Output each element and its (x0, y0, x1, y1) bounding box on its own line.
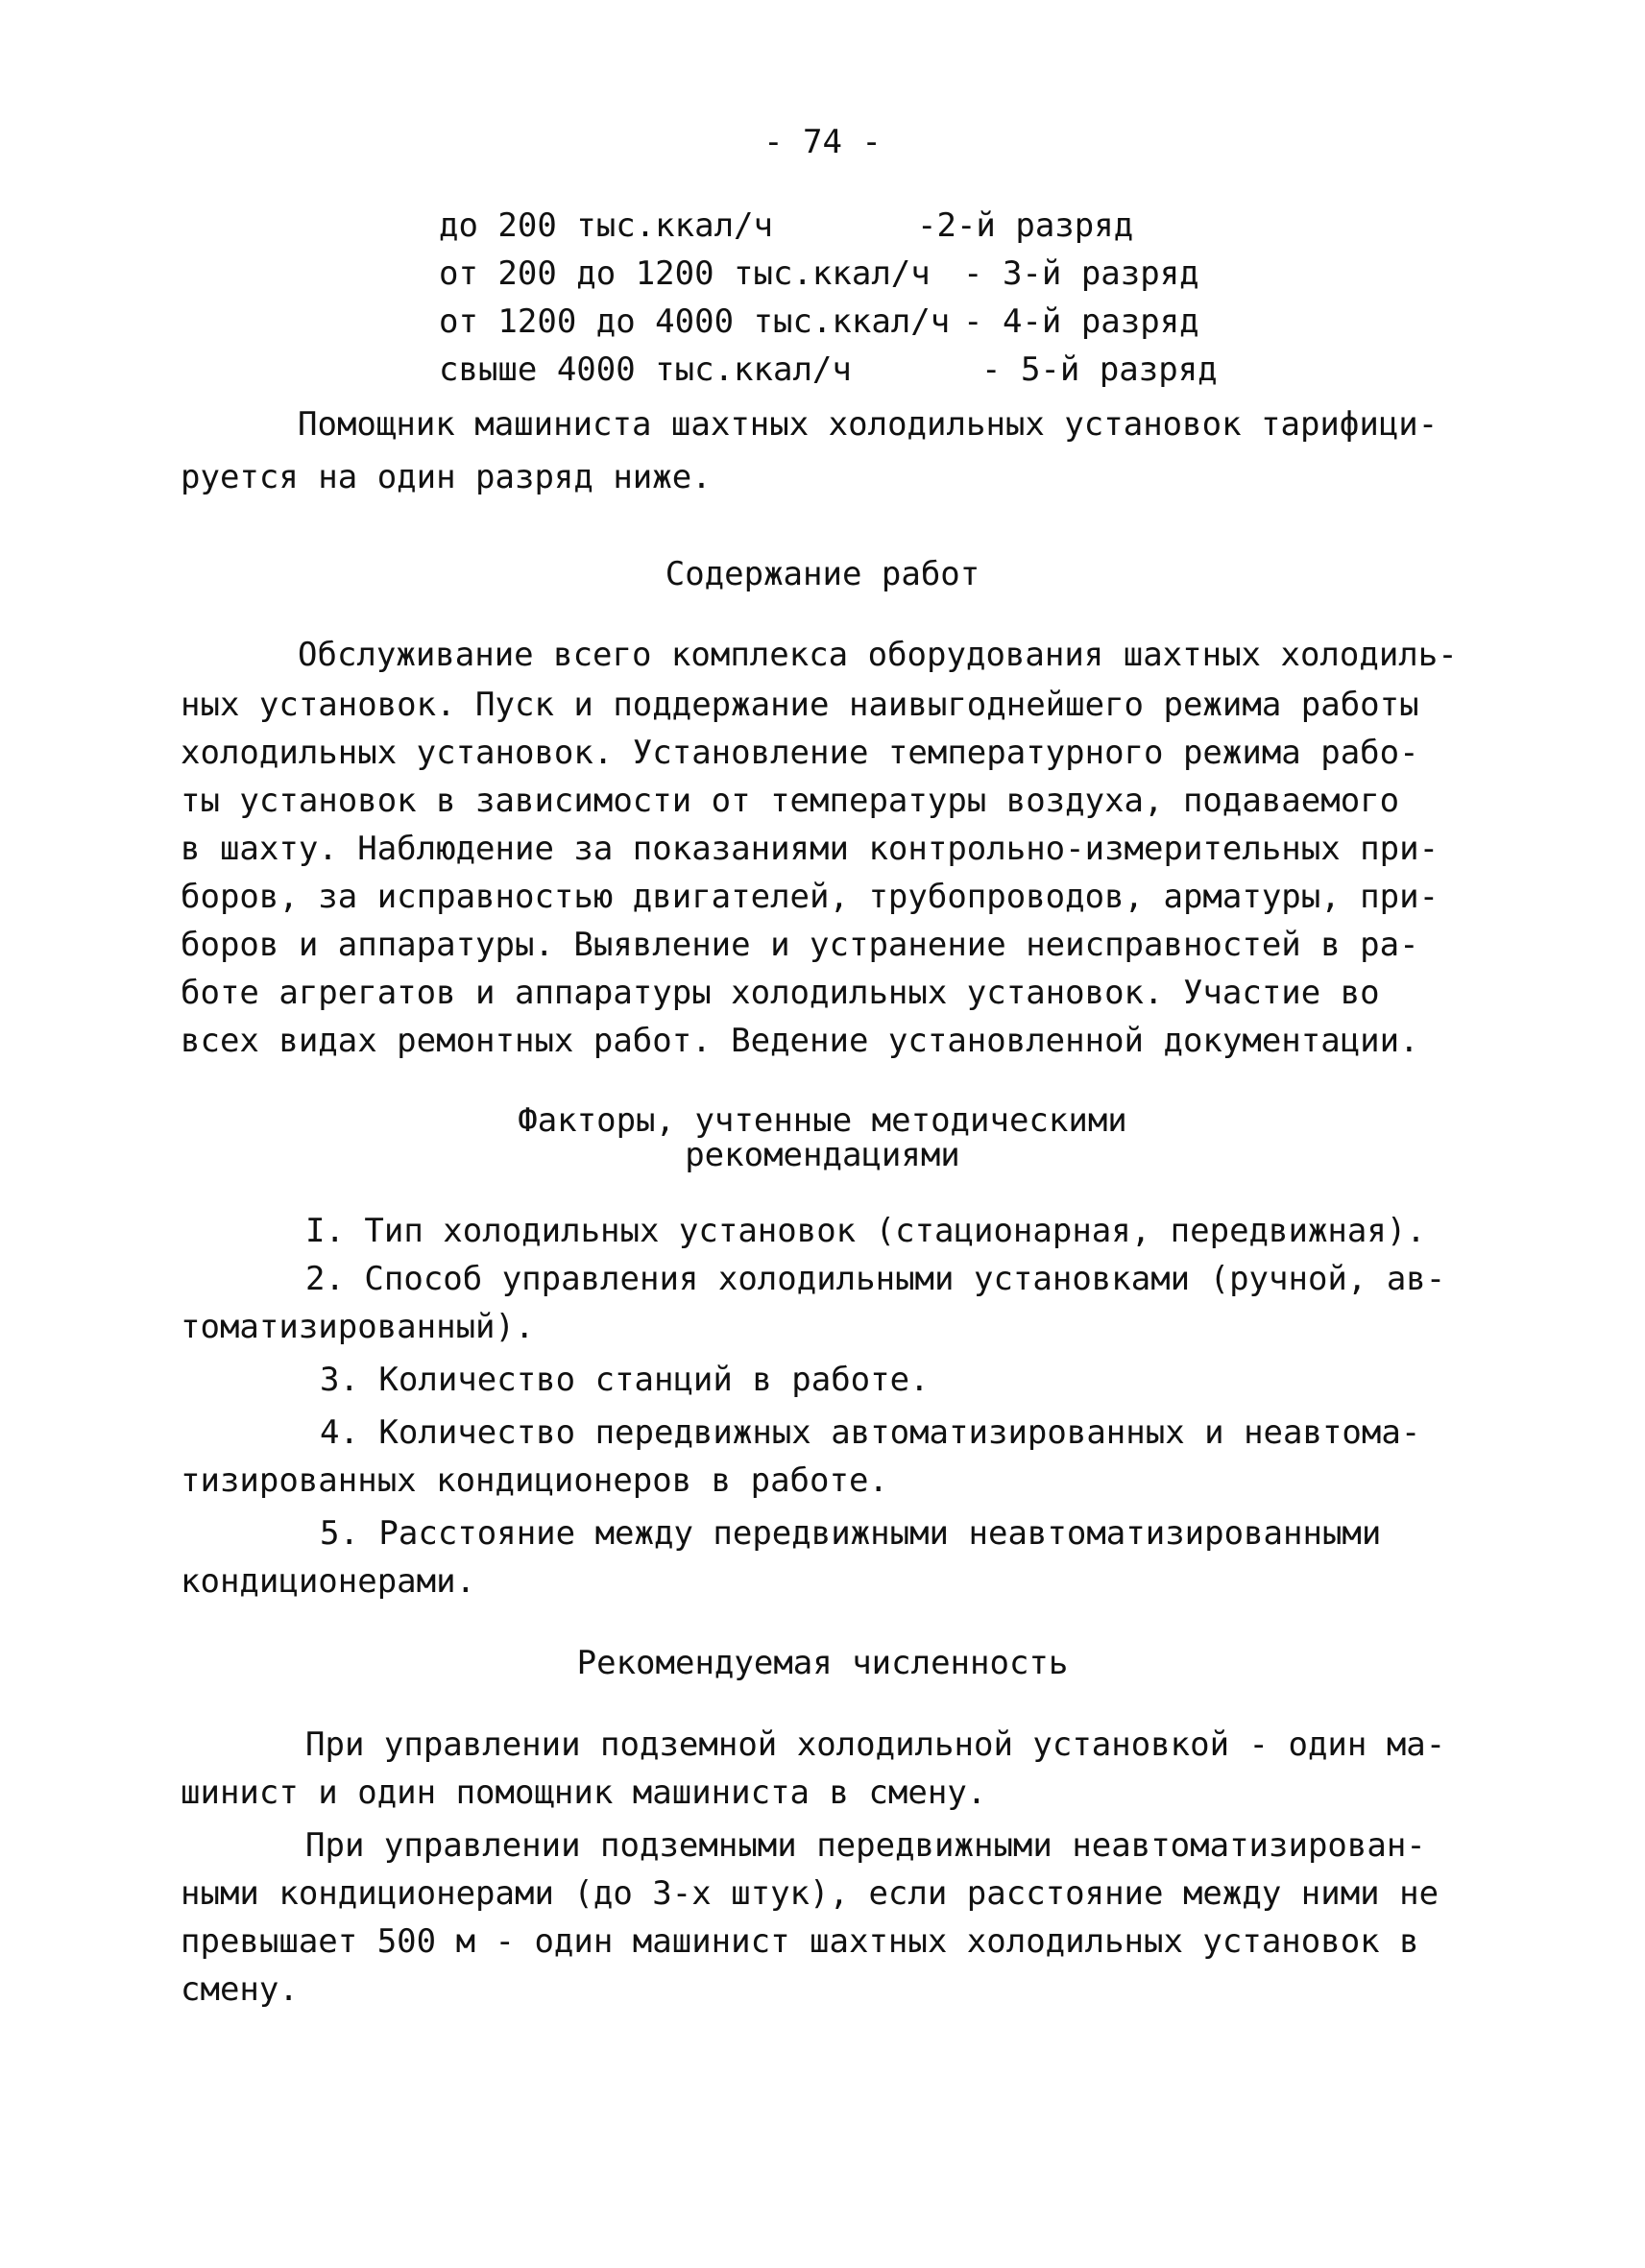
section-heading-factors-cont: рекомендациями (685, 1136, 960, 1174)
paragraph-line: всех видах ремонтных работ. Ведение установленной документации. (181, 1022, 1419, 1060)
section-heading-factors: Факторы, учтенные методическими (518, 1101, 1127, 1140)
rate-grade: - 4-й разряд (963, 302, 1199, 341)
list-item: 2. Способ управления холодильными установками (ручной, ав- (305, 1260, 1446, 1298)
list-item: 3. Количество станций в работе. (320, 1361, 930, 1399)
paragraph-line: превышает 500 м - один машинист шахтных холодильных установок в (181, 1922, 1419, 1961)
paragraph-line: ты установок в зависимости от температуры воздуха, подаваемого (181, 782, 1400, 820)
rate-range: от 200 до 1200 тыс.ккал/ч (439, 254, 931, 293)
paragraph-line: Помощник машиниста шахтных холодильных установок тарифици- (298, 405, 1439, 444)
section-heading-staffing: Рекомендуемая численность (576, 1644, 1069, 1682)
paragraph-line: боров, за исправностью двигателей, трубопроводов, арматуры, при- (181, 878, 1439, 916)
paragraph-line: При управлении подземной холодильной установкой - один ма- (305, 1725, 1446, 1764)
page-number: - 74 - (763, 123, 882, 161)
paragraph-line: боте агрегатов и аппаратуры холодильных установок. Участие во (181, 974, 1380, 1012)
paragraph-line: ных установок. Пуск и поддержание наивыгоднейшего режима работы (181, 686, 1419, 724)
list-item-cont: тизированных кондиционеров в работе. (181, 1461, 888, 1500)
section-heading-work-content: Содержание работ (665, 555, 980, 593)
rate-grade: -2-й разряд (917, 206, 1134, 245)
list-item-cont: кондиционерами. (181, 1562, 476, 1601)
list-item: 4. Количество передвижных автоматизированных и неавтома- (320, 1413, 1421, 1452)
list-item: I. Тип холодильных установок (стационарная, передвижная). (305, 1212, 1426, 1250)
rate-grade: - 3-й разряд (963, 254, 1199, 293)
paragraph-line: в шахту. Наблюдение за показаниями контрольно-измерительных при- (181, 830, 1439, 868)
paragraph-line: При управлении подземными передвижными неавтоматизирован- (305, 1826, 1426, 1865)
list-item-cont: томатизированный). (181, 1308, 535, 1346)
paragraph-line: шинист и один помощник машиниста в смену. (181, 1773, 987, 1812)
list-item: 5. Расстояние между передвижными неавтоматизированными (320, 1514, 1382, 1553)
rate-range: до 200 тыс.ккал/ч (439, 206, 773, 245)
paragraph-line: руется на один разряд ниже. (181, 458, 712, 496)
paragraph-line: холодильных установок. Установление температурного режима рабо- (181, 734, 1419, 772)
rate-grade: - 5-й разряд (981, 350, 1218, 389)
paragraph-line: боров и аппаратуры. Выявление и устранение неисправностей в ра- (181, 926, 1419, 964)
paragraph-line: ными кондиционерами (до 3-х штук), если расстояние между ними не (181, 1874, 1439, 1913)
paragraph-line: смену. (181, 1970, 299, 2009)
paragraph-line: Обслуживание всего комплекса оборудования шахтных холодиль- (298, 636, 1458, 674)
rate-range: от 1200 до 4000 тыс.ккал/ч (439, 302, 951, 341)
rate-range: свыше 4000 тыс.ккал/ч (439, 350, 852, 389)
